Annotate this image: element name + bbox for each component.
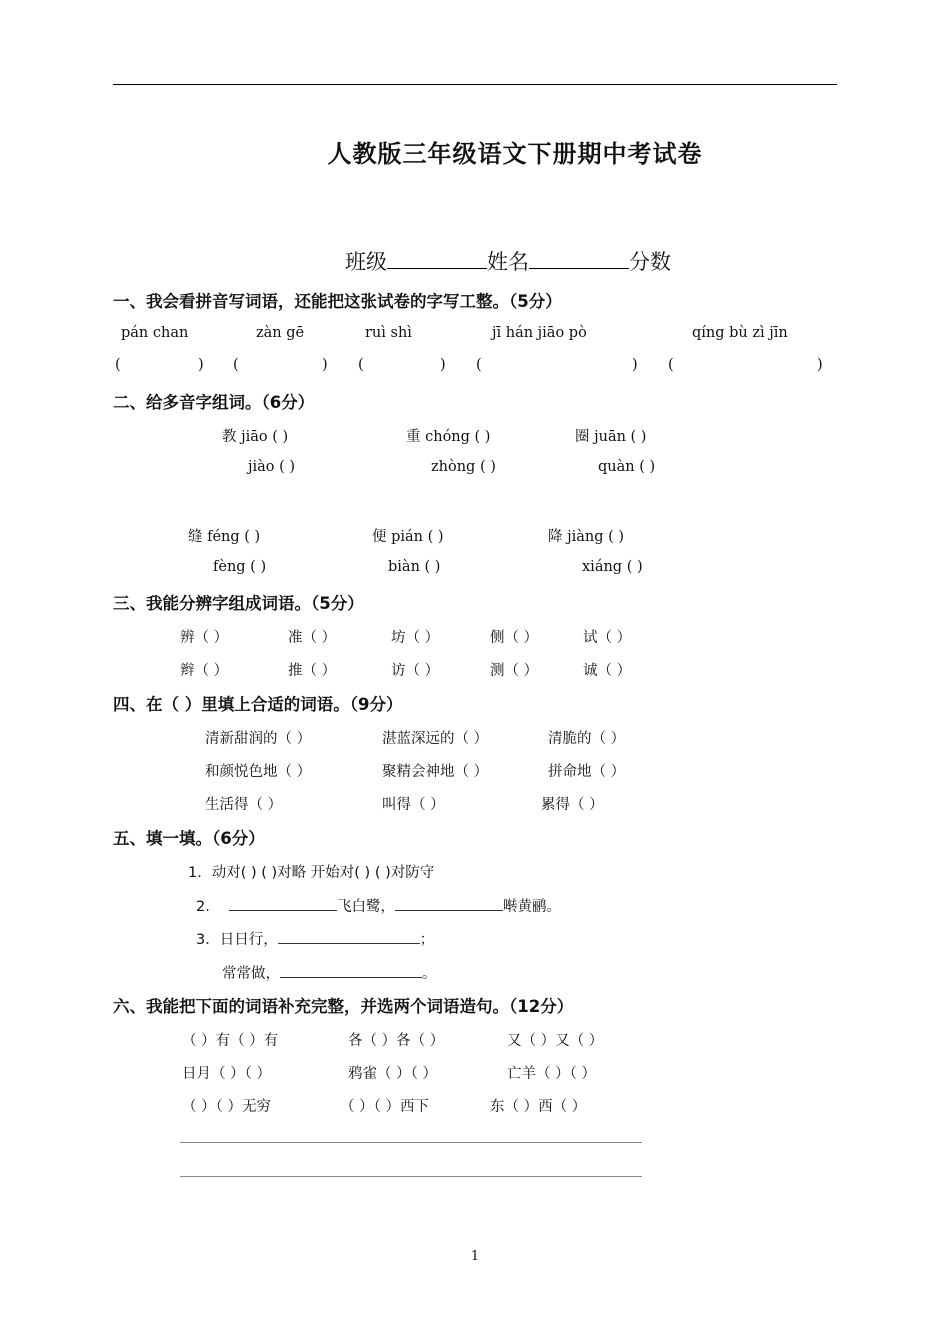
fill-line-2	[196, 895, 561, 916]
section-5-heading: 五、填一填。（6分）	[113, 829, 265, 848]
idiom-item[interactable]: （ ）（ ）无穷	[182, 1099, 271, 1115]
polyphone-item[interactable]: 圈 juān ( )	[575, 429, 647, 445]
answer-box-2-open[interactable]: (	[233, 357, 239, 373]
student-info-line	[345, 246, 671, 276]
page-number: 1	[470, 1249, 480, 1264]
char-item[interactable]: 诚（ ）	[583, 663, 632, 679]
name-label: 姓名	[487, 250, 529, 274]
phrase-item[interactable]: 叫得（ ）	[382, 797, 445, 813]
fill-line-4-end: 。	[422, 966, 437, 982]
fill-line-2-end: 啭黄鹂。	[502, 899, 561, 915]
answer-box-3-open[interactable]: (	[358, 357, 364, 373]
section-6-heading: 六、我能把下面的词语补充完整，并选两个词语造句。（12分）	[113, 997, 574, 1016]
phrase-item[interactable]: 清新甜润的（ ）	[205, 731, 312, 747]
fill-blank[interactable]	[395, 896, 503, 911]
phrase-item[interactable]: 湛蓝深远的（ ）	[382, 731, 489, 747]
name-blank[interactable]	[529, 250, 629, 269]
section-2-heading: 二、给多音字组词。（6分）	[113, 393, 315, 412]
answer-box-1-open[interactable]: (	[115, 357, 121, 373]
writing-line[interactable]	[180, 1176, 642, 1177]
polyphone-item[interactable]: jiào ( )	[248, 459, 296, 475]
char-item[interactable]: 侧（ ）	[490, 630, 539, 646]
score-label: 分数	[629, 250, 671, 274]
idiom-item[interactable]: 亡羊（ ）（ ）	[507, 1066, 596, 1082]
section-4-heading: 四、在（ ）里填上合适的词语。（9分）	[113, 695, 403, 714]
char-item[interactable]: 准（ ）	[288, 630, 337, 646]
answer-box-2-close: )	[322, 357, 328, 373]
fill-line-2-num: 2．	[196, 899, 220, 915]
idiom-item[interactable]: （ ）有（ ）有	[182, 1033, 279, 1049]
idiom-item[interactable]: 鸦雀（ ）（ ）	[348, 1066, 437, 1082]
char-item[interactable]: 试（ ）	[583, 630, 632, 646]
fill-line-4-start: 常常做，	[222, 966, 280, 982]
header-rule	[113, 84, 837, 85]
char-item[interactable]: 推（ ）	[288, 663, 337, 679]
fill-blank[interactable]	[229, 896, 337, 911]
answer-box-4-open[interactable]: (	[476, 357, 482, 373]
answer-box-4-close: )	[632, 357, 638, 373]
char-item[interactable]: 访（ ）	[391, 663, 440, 679]
char-item[interactable]: 测（ ）	[490, 663, 539, 679]
section-1-heading: 一、我会看拼音写词语，还能把这张试卷的字写工整。（5分）	[113, 292, 562, 311]
polyphone-item[interactable]: 缝 féng ( )	[188, 529, 261, 545]
pinyin-4: jī hán jiāo pò	[492, 325, 587, 341]
fill-blank[interactable]	[280, 963, 422, 978]
polyphone-item[interactable]: quàn ( )	[598, 459, 656, 475]
char-item[interactable]: 辨（ ）	[180, 630, 229, 646]
answer-box-5-open[interactable]: (	[668, 357, 674, 373]
answer-box-5-close: )	[817, 357, 823, 373]
fill-line-1[interactable]: 1．动对( ) ( )对略 开始对( ) ( )对防守	[188, 865, 435, 881]
phrase-item[interactable]: 生活得（ ）	[205, 797, 283, 813]
answer-box-3-close: )	[440, 357, 446, 373]
pinyin-2: zàn gē	[256, 325, 305, 341]
phrase-item[interactable]: 累得（ ）	[541, 797, 604, 813]
writing-line[interactable]	[180, 1142, 642, 1143]
polyphone-item[interactable]: zhòng ( )	[431, 459, 496, 475]
pinyin-3: ruì shì	[365, 325, 412, 341]
phrase-item[interactable]: 和颜悦色地（ ）	[205, 764, 312, 780]
idiom-item[interactable]: 东（ ）西（ ）	[490, 1099, 587, 1115]
polyphone-item[interactable]: 便 pián ( )	[372, 529, 444, 545]
char-item[interactable]: 坊（ ）	[391, 630, 440, 646]
fill-line-3-end: ；	[419, 932, 435, 948]
idiom-item[interactable]: 又（ ）又（ ）	[507, 1033, 604, 1049]
phrase-item[interactable]: 聚精会神地（ ）	[382, 764, 489, 780]
class-blank[interactable]	[387, 250, 487, 269]
fill-line-3-start: 3．日日行，	[196, 932, 278, 948]
phrase-item[interactable]: 清脆的（ ）	[548, 731, 626, 747]
polyphone-item[interactable]: biàn ( )	[388, 559, 441, 575]
pinyin-1: pán chan	[121, 325, 189, 341]
phrase-item[interactable]: 拼命地（ ）	[548, 764, 626, 780]
polyphone-item[interactable]: xiáng ( )	[582, 559, 643, 575]
idiom-item[interactable]: 日月（ ）（ ）	[182, 1066, 271, 1082]
answer-box-1-close: )	[198, 357, 204, 373]
section-3-heading: 三、我能分辨字组成词语。（5分）	[113, 594, 364, 613]
fill-line-2-mid: 飞白鹭，	[336, 899, 395, 915]
fill-blank[interactable]	[278, 929, 420, 944]
polyphone-item[interactable]: 降 jiàng ( )	[548, 529, 625, 545]
idiom-item[interactable]: （ ）（ ）西下	[340, 1099, 429, 1115]
polyphone-item[interactable]: fèng ( )	[213, 559, 267, 575]
class-label: 班级	[345, 250, 387, 274]
fill-line-4	[222, 962, 437, 983]
fill-line-3	[196, 928, 434, 949]
polyphone-item[interactable]: 教 jiāo ( )	[222, 429, 289, 445]
pinyin-5: qíng bù zì jīn	[692, 325, 788, 341]
page-title: 人教版三年级语文下册期中考试卷	[327, 140, 703, 168]
char-item[interactable]: 辫（ ）	[180, 663, 229, 679]
polyphone-item[interactable]: 重 chóng ( )	[406, 429, 491, 445]
idiom-item[interactable]: 各（ ）各（ ）	[348, 1033, 445, 1049]
